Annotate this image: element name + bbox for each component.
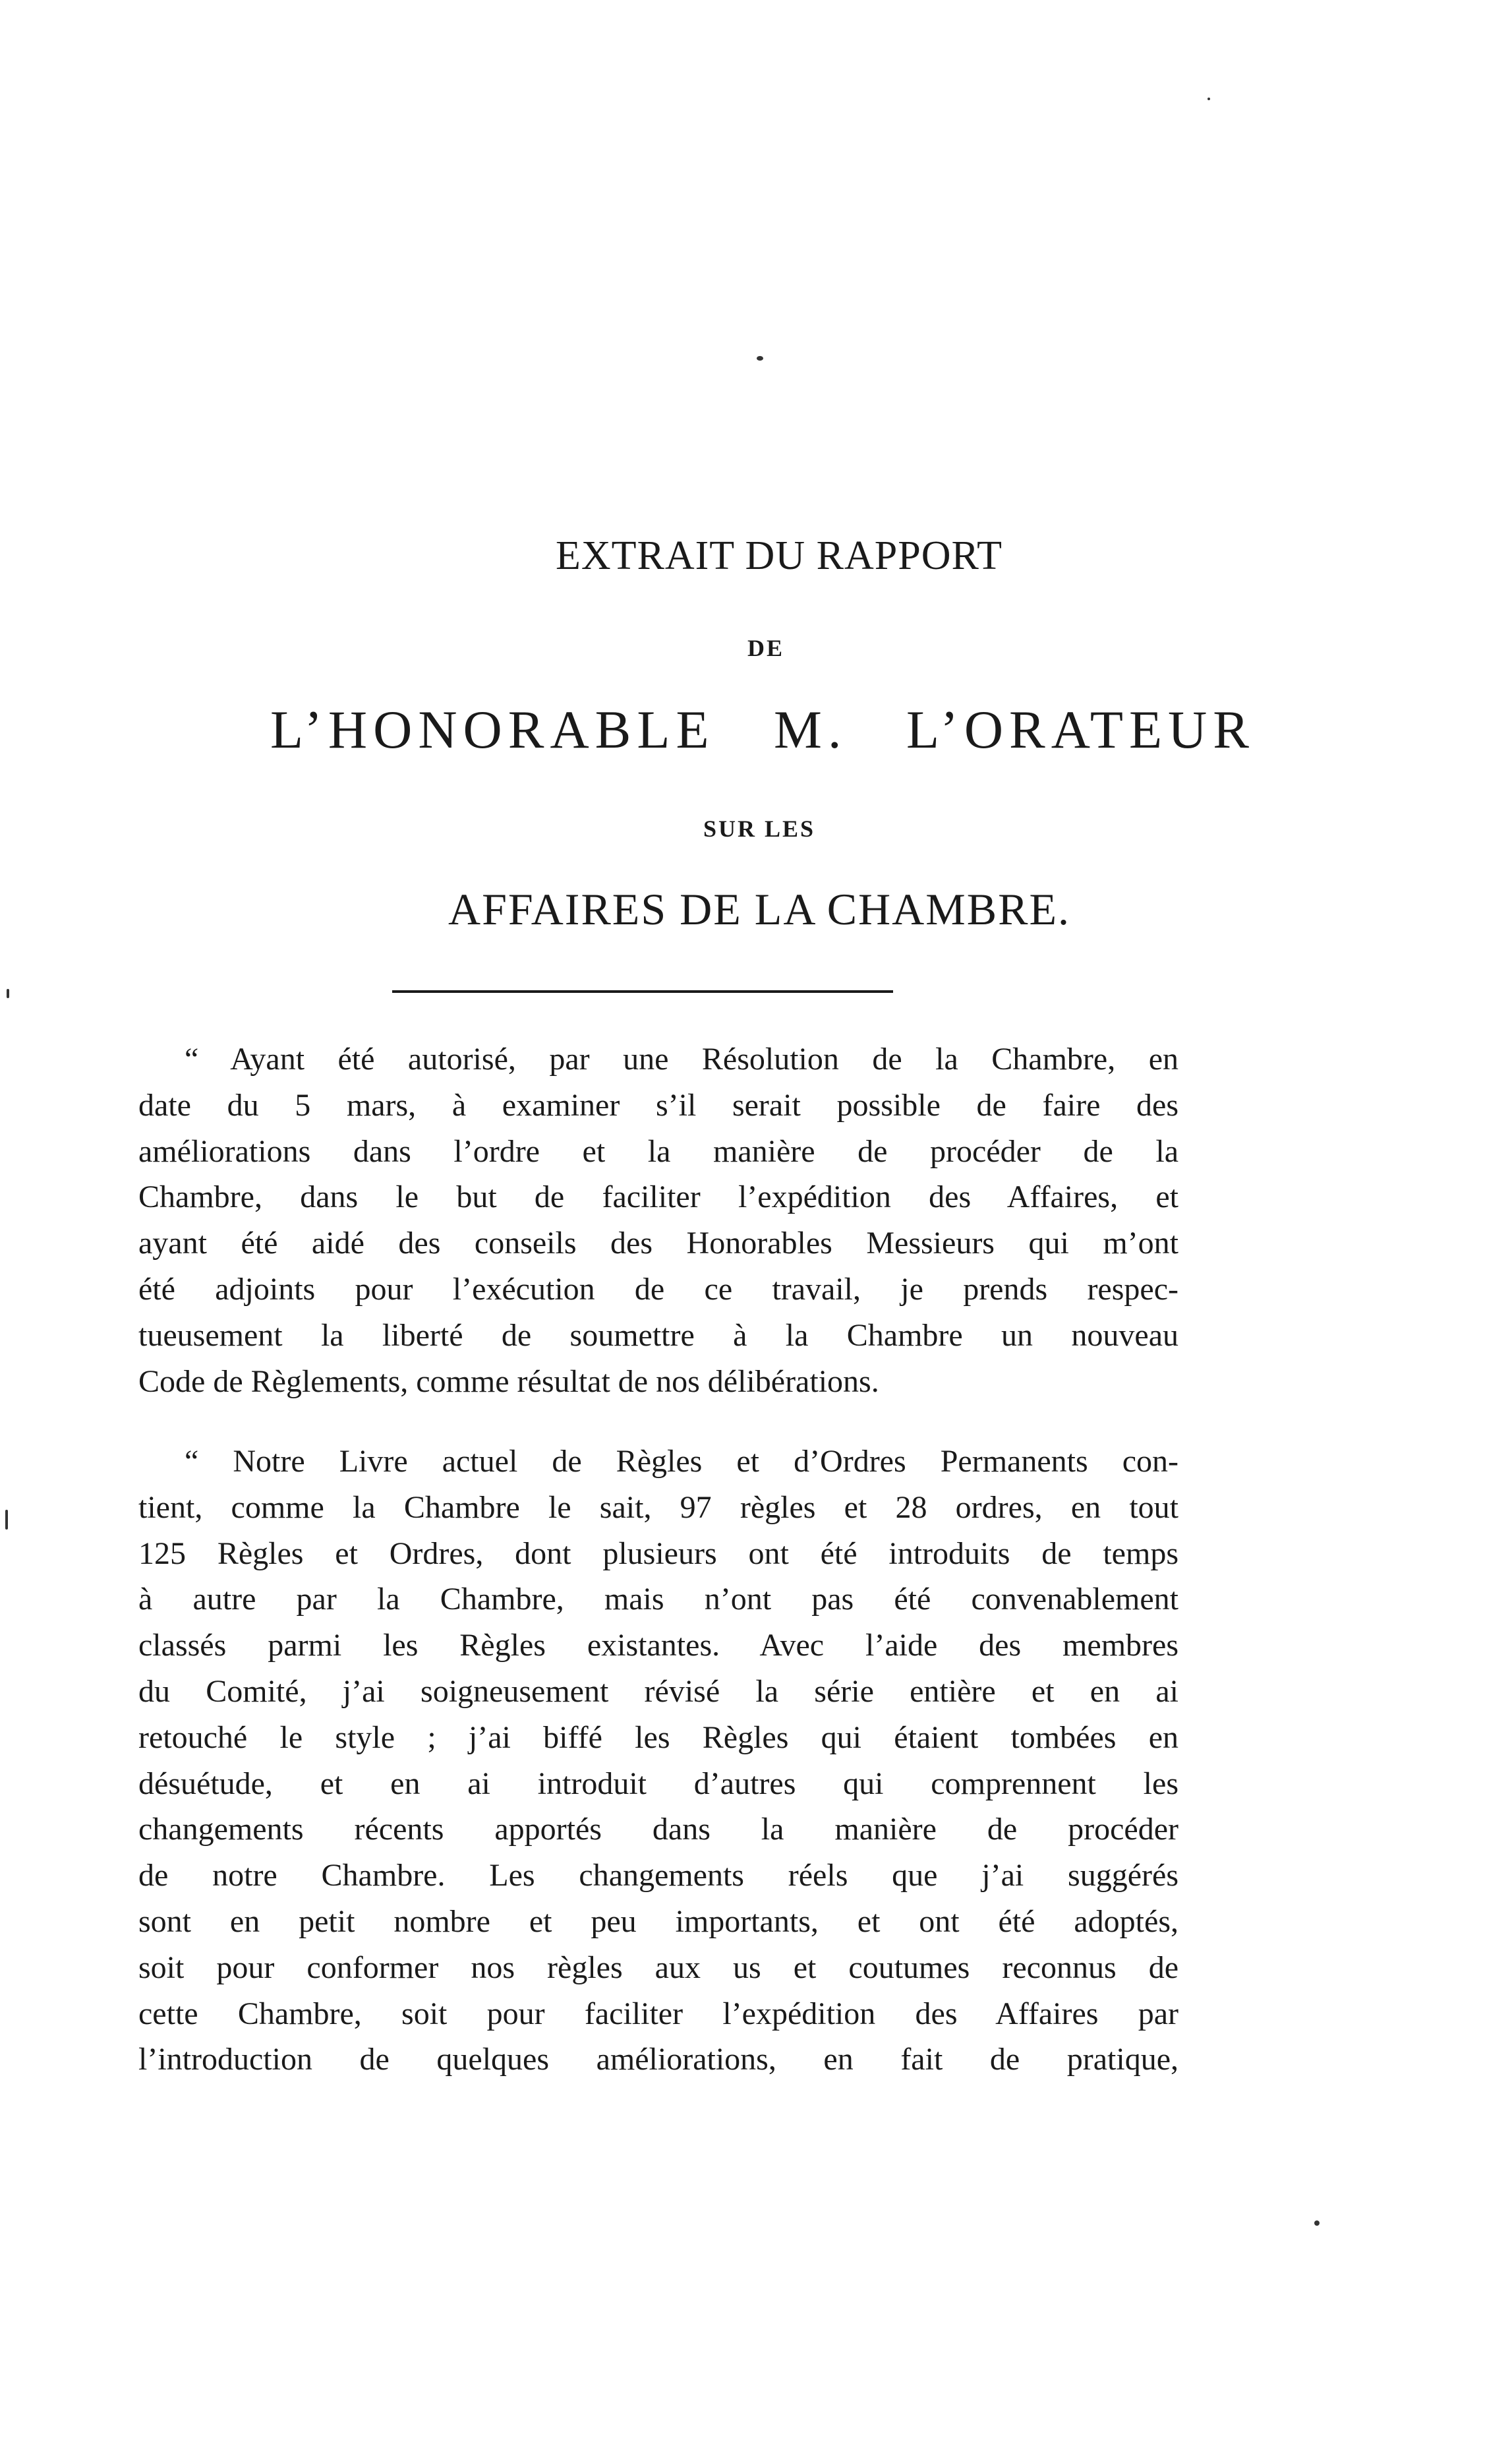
paragraph-line: tueusement la liberté de soumettre à la Chambre un nouveau <box>138 1317 1178 1353</box>
title-divider-rule <box>392 990 893 993</box>
paragraph-line: cette Chambre, soit pour faciliter l’expédition des Affaires par <box>138 1996 1178 2031</box>
scan-speck <box>757 356 763 361</box>
paragraph-line: 125 Règles et Ordres, dont plusieurs ont été introduits de temps <box>138 1535 1178 1571</box>
paragraph-line: date du 5 mars, à examiner s’il serait possible de faire des <box>138 1087 1178 1123</box>
paragraph-line: ayant été aidé des conseils des Honorables Messieurs qui m’ont <box>138 1226 1178 1261</box>
paragraph-line: “ Notre Livre actuel de Règles et d’Ordres Permanents con- <box>185 1444 1178 1479</box>
paragraph-line: l’introduction de quelques améliorations, en fait de pratique, <box>138 2042 1178 2077</box>
title-affaires-de-la-chambre: AFFAIRES DE LA CHAMBRE. <box>448 884 1070 934</box>
title-honorable-orateur: L’HONORABLE M. L’ORATEUR <box>270 699 1255 759</box>
scan-speck <box>1207 98 1210 100</box>
scan-speck <box>5 1510 8 1530</box>
paragraph-2 <box>138 1439 1178 2083</box>
paragraph-line: Chambre, dans le but de faciliter l’expédition des Affaires, et <box>138 1179 1178 1215</box>
title-sur-les: SUR LES <box>703 816 816 842</box>
paragraph-line: “ Ayant été autorisé, par une Résolution de la Chambre, en <box>185 1042 1178 1077</box>
paragraph-line: été adjoints pour l’exécution de ce travail, je prends respec- <box>138 1271 1178 1307</box>
paragraph-line: classés parmi les Règles existantes. Avec l’aide des membres <box>138 1628 1178 1663</box>
paragraph-line: du Comité, j’ai soigneusement révisé la série entière et en ai <box>138 1673 1178 1709</box>
paragraph-line: Code de Règlements, comme résultat de nos délibérations. <box>138 1363 879 1399</box>
paragraph-line: de notre Chambre. Les changements réels que j’ai suggérés <box>138 1858 1178 1893</box>
paragraph-line: désuétude, et en ai introduit d’autres qui comprennent les <box>138 1766 1178 1801</box>
paragraph-line: améliorations dans l’ordre et la manière de procéder de la <box>138 1133 1178 1169</box>
paragraph-1 <box>138 1036 1178 1404</box>
paragraph-line: retouché le style ; j’ai biffé les Règles qui étaient tombées en <box>138 1719 1178 1755</box>
paragraph-line: changements récents apportés dans la manière de procéder <box>138 1812 1178 1847</box>
title-de: DE <box>747 635 784 661</box>
paragraph-line: à autre par la Chambre, mais n’ont pas été convenablement <box>138 1582 1178 1617</box>
paragraph-line: soit pour conformer nos règles aux us et coutumes reconnus de <box>138 1949 1178 1985</box>
scan-speck <box>1314 2220 1320 2226</box>
title-extrait-du-rapport: EXTRAIT DU RAPPORT <box>556 533 1003 578</box>
paragraph-line: sont en petit nombre et peu importants, et ont été adoptés, <box>138 1903 1178 1939</box>
paragraph-line: tient, comme la Chambre le sait, 97 règles et 28 ordres, en tout <box>138 1489 1178 1525</box>
scan-speck <box>7 989 9 998</box>
